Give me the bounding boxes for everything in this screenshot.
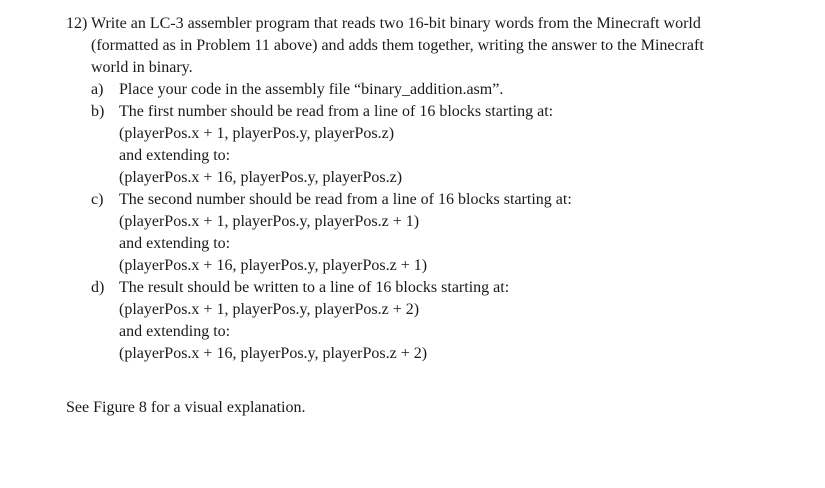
part-line: The result should be written to a line of 16 blocks starting at: xyxy=(119,279,510,296)
part-body xyxy=(119,101,806,189)
coordinate-expression: (playerPos.x + 1, playerPos.y, playerPos.z + 1) xyxy=(119,213,420,230)
part-body xyxy=(119,189,806,277)
coordinate-expression: (playerPos.x + 1, playerPos.y, playerPos.z) xyxy=(119,125,395,142)
part-line: and extending to: xyxy=(119,323,231,340)
part-line: The second number should be read from a line of 16 blocks starting at: xyxy=(119,191,572,208)
part-a xyxy=(91,79,806,101)
problem-intro xyxy=(91,13,806,79)
part-line: and extending to: xyxy=(119,235,231,252)
problem-12 xyxy=(66,13,806,365)
part-letter: a) xyxy=(91,81,104,98)
part-d xyxy=(91,277,806,365)
coordinate-expression: (playerPos.x + 1, playerPos.y, playerPos.z + 2) xyxy=(119,301,420,318)
figure-reference-note: See Figure 8 for a visual explanation. xyxy=(66,399,306,416)
intro-line: world in binary. xyxy=(91,59,193,76)
problem-number: 12) xyxy=(66,15,88,32)
intro-line: Write an LC-3 assembler program that reads two 16-bit binary words from the Minecraft world xyxy=(91,15,701,32)
part-letter: d) xyxy=(91,279,105,296)
coordinate-expression: (playerPos.x + 16, playerPos.y, playerPos.z) xyxy=(119,169,403,186)
part-letter: c) xyxy=(91,191,104,208)
intro-line: (formatted as in Problem 11 above) and adds them together, writing the answer to the Minecraft xyxy=(91,37,704,54)
part-line: and extending to: xyxy=(119,147,231,164)
part-body xyxy=(119,79,806,101)
part-line: The first number should be read from a line of 16 blocks starting at: xyxy=(119,103,554,120)
problem-header xyxy=(66,13,806,79)
part-body xyxy=(119,277,806,365)
problem-parts xyxy=(66,79,806,365)
coordinate-expression: (playerPos.x + 16, playerPos.y, playerPos.z + 1) xyxy=(119,257,428,274)
part-letter: b) xyxy=(91,103,105,120)
part-b xyxy=(91,101,806,189)
part-line: Place your code in the assembly file “binary_addition.asm”. xyxy=(119,81,504,98)
coordinate-expression: (playerPos.x + 16, playerPos.y, playerPos.z + 2) xyxy=(119,345,428,362)
part-c xyxy=(91,189,806,277)
